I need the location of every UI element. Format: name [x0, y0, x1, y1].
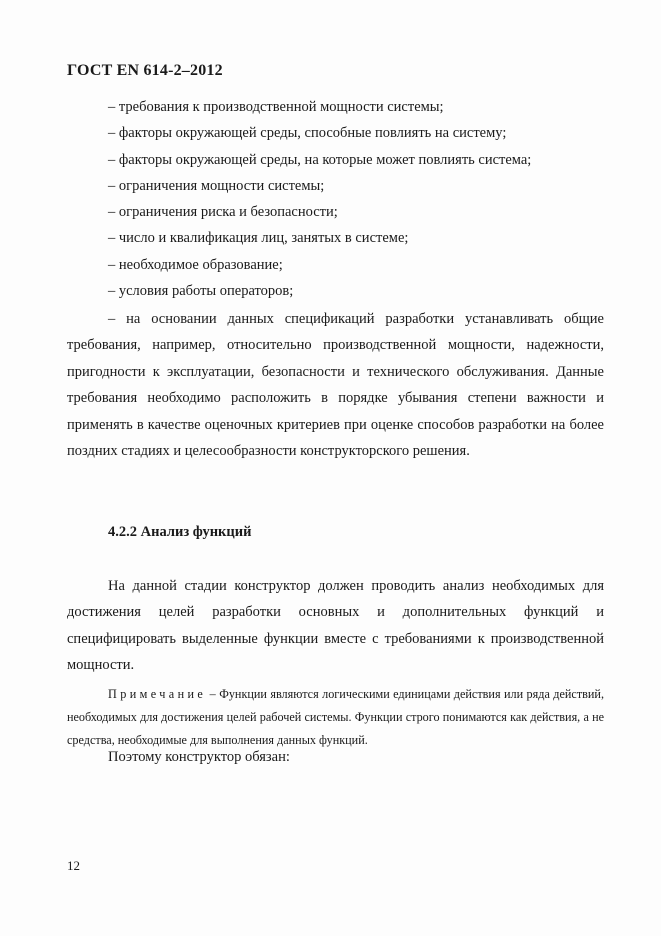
page-number: 12	[67, 858, 80, 873]
list-item: – условия работы операторов;	[108, 283, 294, 300]
list-item: – факторы окружающей среды, способные повлиять на систему;	[108, 125, 507, 142]
paragraph-general-requirements: – на основании данных спецификаций разработки устанавливать общие требования, например, относительно производственной мощности, надежности, пригодности к эксплуатации, безопасности и технического обслуживания. Данные требования необходимо расположить в порядке убывания степени важности и применять в качестве оценочных критериев при оценке способов разработки на более поздних стадиях и целесообразности конструкторского решения.	[67, 311, 604, 460]
document-header: ГОСТ EN 614-2–2012	[67, 62, 223, 79]
paragraph-function-analysis: На данной стадии конструктор должен проводить анализ необходимых для достижения целей разработки основных и дополнительных функций и специфицировать выделенные функции вместе с требованиями к производственной мощности.	[67, 578, 604, 674]
note	[67, 683, 604, 752]
paragraph-designer-obliged: Поэтому конструктор обязан:	[108, 749, 290, 765]
list-item: – число и квалификация лиц, занятых в системе;	[108, 230, 409, 247]
section-title: 4.2.2 Анализ функций	[108, 524, 252, 540]
list-item: – ограничения риска и безопасности;	[108, 204, 338, 221]
note-text: – Функции являются логическими единицами действия или ряда действий, необходимых для достижения целей рабочей системы. Функции строго понимаются как действия, а не средства, необходимые для выполнения данных функций.	[67, 687, 604, 747]
list-item: – необходимое образование;	[108, 256, 283, 273]
note-label: Примечание	[108, 687, 207, 701]
list-item: – ограничения мощности системы;	[108, 177, 325, 194]
list-item: – требования к производственной мощности системы;	[108, 99, 444, 115]
requirements-list	[108, 94, 608, 304]
list-item: – факторы окружающей среды, на которые может повлиять система;	[108, 151, 532, 168]
